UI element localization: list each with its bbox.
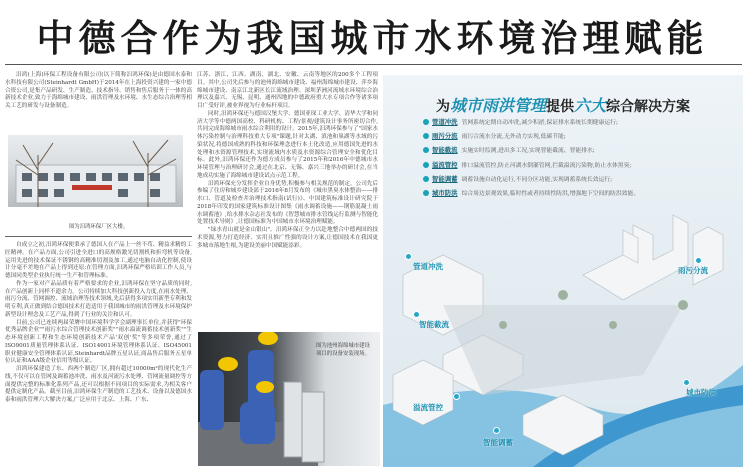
paragraph: 作为一家对产品品质有着严格要求的企业,汨鸿环保在坚守品质的同时,在产品创新上同样不遗余力。公司持续加大科技创新投入力度,在雨水处理、雨污分流、管网调控、流域治理等技术领域,先后获得多项实用新型专利和发明专利,真正做到结合德国技术打造适用于我国城市的雨洪管理及水环境保护新型设计理念及工艺产品,得到了行业的关注和认可。 [5, 280, 192, 318]
label-flood-control: 城市防洪 [686, 388, 716, 397]
installation-site-photo [198, 332, 380, 466]
marker-icon [695, 257, 702, 264]
factory-building-photo [8, 135, 183, 207]
factory-photo-caption: 图为汨鸿环保厂区大楼。 [68, 224, 129, 230]
label-pipe-flushing: 管道冲洗 [413, 262, 443, 271]
solutions-infographic [383, 75, 743, 467]
paragraph: 同时,汨鸿环保还与德国汉堡大学、德国亚琛工业大学、清华大学和同济大学等中德两国高校、科研机构、工程/景观/建筑设计事务所密切合作,共同完成海绵城市雨水综合利用的设计。2015年,汨鸿环保参与了"国家水体污染控制与治理科技重大专项"课题,针对太湖、滇池和巢湖等水域的污染状况,将德国成熟的科技和环保理念进行本土化改造,应用德国先进的水处理和水资源管理技术,实现流域内水质及水资源综合管理安全和优化目标。此外,汨鸿环保还作为德方成员参与了2015年和2016年中德城市水环境管理与治理研讨会,通过在北京、无锡、嘉兴三地举办的研讨会,在当地成功实施了海绵城市建设试点示范工程。 [197, 110, 378, 179]
solution-item: 城市防洪 综合周边景观效果,临时性或者持续性防洪,增强地下空间的防洪效能。 [423, 187, 639, 201]
label-overflow-control: 溢流管控 [413, 403, 443, 412]
solution-item: 溢流管控 排口溢流管控,防止河湖水倒灌管网,拦截溢流污染物,防止水体黑臭; [423, 159, 639, 173]
marker-icon [413, 311, 420, 318]
paragraph: 汨鸿环保建造了东、西两个制造厂区,拥有超过10000m²的现代化生产线,不仅可以在管网及调蓄池冲洗、雨水及河流污水处理、管网流量调控等方面提供完整的标准化系列产品,还可以根据不同项目的实际需求,为相关客户提供定制化产品。截至目前,汨鸿环保生产制造的工艺技术、设备以及德国水泰和雨洪管理六大解决方案,广泛应用于北京、上海、广东、 [5, 366, 192, 403]
solution-item: 管道冲洗 管网系统定期自动冲洗,减少积淤,保证排水系统长期健康运行; [423, 116, 639, 130]
column-2 [197, 72, 378, 250]
headline: 中德合作为我国城市水环境治理赋能 [36, 17, 709, 60]
paragraph: 汨鸿环保充分发挥企业自身优势,积极参与相关规范的制定。公司先后参编了住房和城乡建设部于2016年8月发布的《城市黑臭水体整治——排水口、管道及检查井治理技术指南(试行)》、中国建筑标准设计研究院于2018年印发的国家建筑标准设计图集《雨水调蓄设施——钢筋混凝土雨水调蓄池》,给水排水杂志社发布的《智慧城市排水管线运行监测与智能化处置技术导则》,让德国标准为中国城市水环境治理赋能。 [197, 180, 378, 226]
infographic-heading: 为城市雨洪管理提供六大综合解决方案 [435, 96, 691, 115]
label-smart-interception: 智能截流 [419, 320, 449, 329]
marker-icon [405, 253, 412, 260]
divider [5, 236, 192, 237]
marker-icon [683, 379, 690, 386]
label-smart-storage: 智能调蓄 [483, 438, 513, 447]
paragraph: 江苏、浙江、江西、湖南、湖北、安徽、云南等地区的200多个工程项目。其中,公司先后参与的池州海绵城市建设、福州海绵城市建设、萍乡海绵城市建设、南京江北新区长江流域治理、深圳茅洲河流域水环境综合治理以及嘉兴、无锡、昆明、通州四地的中德政府重大水专项合作等诸多项目广受好评,被业界视为行业标杆项目。 [197, 72, 378, 109]
paragraph: 自成立之初,汨鸿环保便秉承了德国人在产品上一丝不苟、精益求精的工匠精神。在产品方面,公司引进全进口的高规格激光切割机和折弯机等设备,运用先进的技术保证不锈钢的高精准切割及加工,通过电脑自动化控制,使设计分毫不差地在产品上得到还原;在管理方面,汨鸿环保严格培训工作人员,与德国同类型企业执行统一生产和管理标准。 [5, 242, 192, 279]
solution-item: 雨污分流 雨污合流水分流,无外动力实现,低碳节能; [423, 130, 639, 144]
marker-icon [453, 393, 460, 400]
column-1-body [5, 242, 192, 405]
marker-icon [493, 427, 500, 434]
paragraph: "绿水青山就是金山银山"。汨鸿环保正全力以赴地整合中德两国的技术资源,努力打造经济、实用且推广性强的设计方案,让德国技术在我国更多城市落地生根,为建设美丽中国赋能添彩。 [197, 227, 378, 249]
label-rain-sewage-separation: 雨污分流 [678, 266, 708, 275]
solution-item: 智能截流 实施实时监测,进出多工况,实现智能截流、智能排水; [423, 144, 639, 158]
paragraph: 目前,公司已连续两届荣膺中国环境科学学会副理事长单位,并获得"环保优秀品牌企业""雨污水综合管理技术创新奖""雨水溢流调蓄技术创新奖""生态环境创新工程和生态环境创新技术产品'双创'奖"等多项荣誉,通过了ISO9001质量管理体系认证、ISO14001环境管理体系认证、ISO45001职业健康安全管理体系认证,Steinhardt品牌五星认证,商品售后服务五星单位认证和AAA级企业信用等级认证。 [5, 319, 192, 365]
headline-rule [5, 64, 742, 65]
column-1-top [5, 72, 192, 111]
paragraph: 汨鸿(上海)环保工程设备有限公司(以下简称汨鸿环保)是由德国水泰和水科技有限公司(Steinhardt GmbH)于2014年在上海投资兴建的一家中德合资公司,是集产品研发、生产制造、技术指导、销售和售后服务于一体的高新技术企业,致力于海绵城市建设、雨洪管理及水环境、水生态综合治理等相关工艺的研发与设备制造。 [5, 72, 192, 109]
installation-photo-caption: 图为池州海绵城市建设项目的设备安装现场。 [316, 343, 370, 357]
solution-item: 智能调蓄 调蓄设施自动化运行,不同分区功能,实现调蓄系统长效运行; [423, 173, 639, 187]
